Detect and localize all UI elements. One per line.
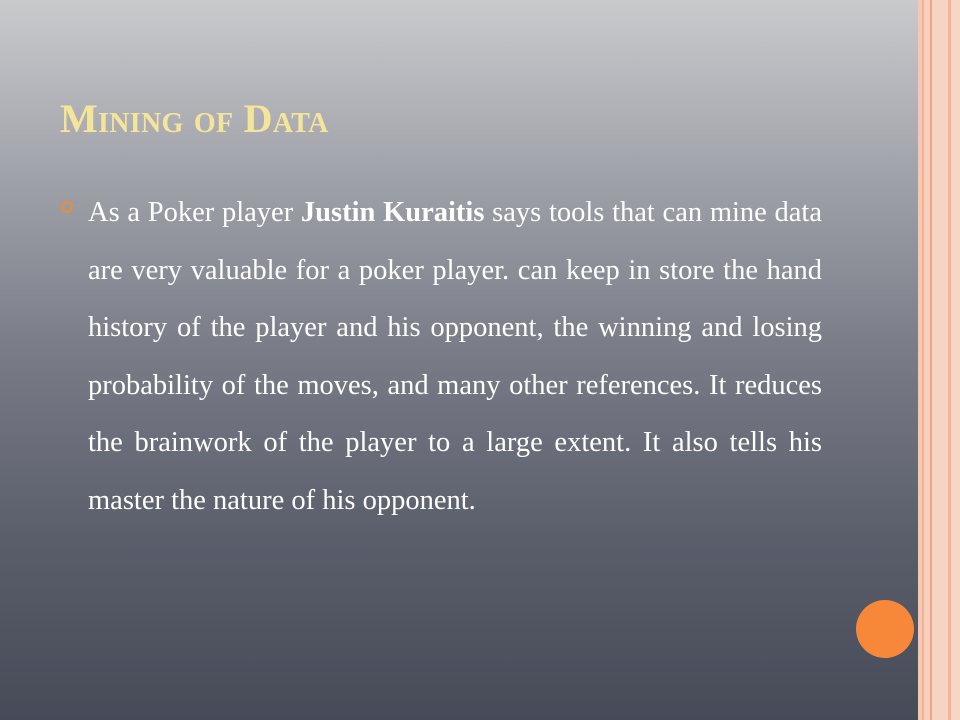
bullet-text-intro: As a Poker player: [88, 197, 301, 228]
slide-border-decoration: [918, 0, 960, 720]
bullet-text-rest: says tools that can mine data are very valuable for a poker player. can keep in store the hand history of the player and his opponent, the winning and losing probability of the moves, and many other references. It reduces the brainwork of the player to a large extent. It also tells his master the nature of his opponent.: [88, 197, 822, 516]
orange-circle-icon: [856, 600, 914, 658]
bullet-text: [88, 184, 822, 529]
person-name: Justin Kuraitis: [300, 197, 485, 228]
slide-title: Mining of Data: [60, 96, 329, 141]
bullet-icon: [61, 201, 73, 213]
